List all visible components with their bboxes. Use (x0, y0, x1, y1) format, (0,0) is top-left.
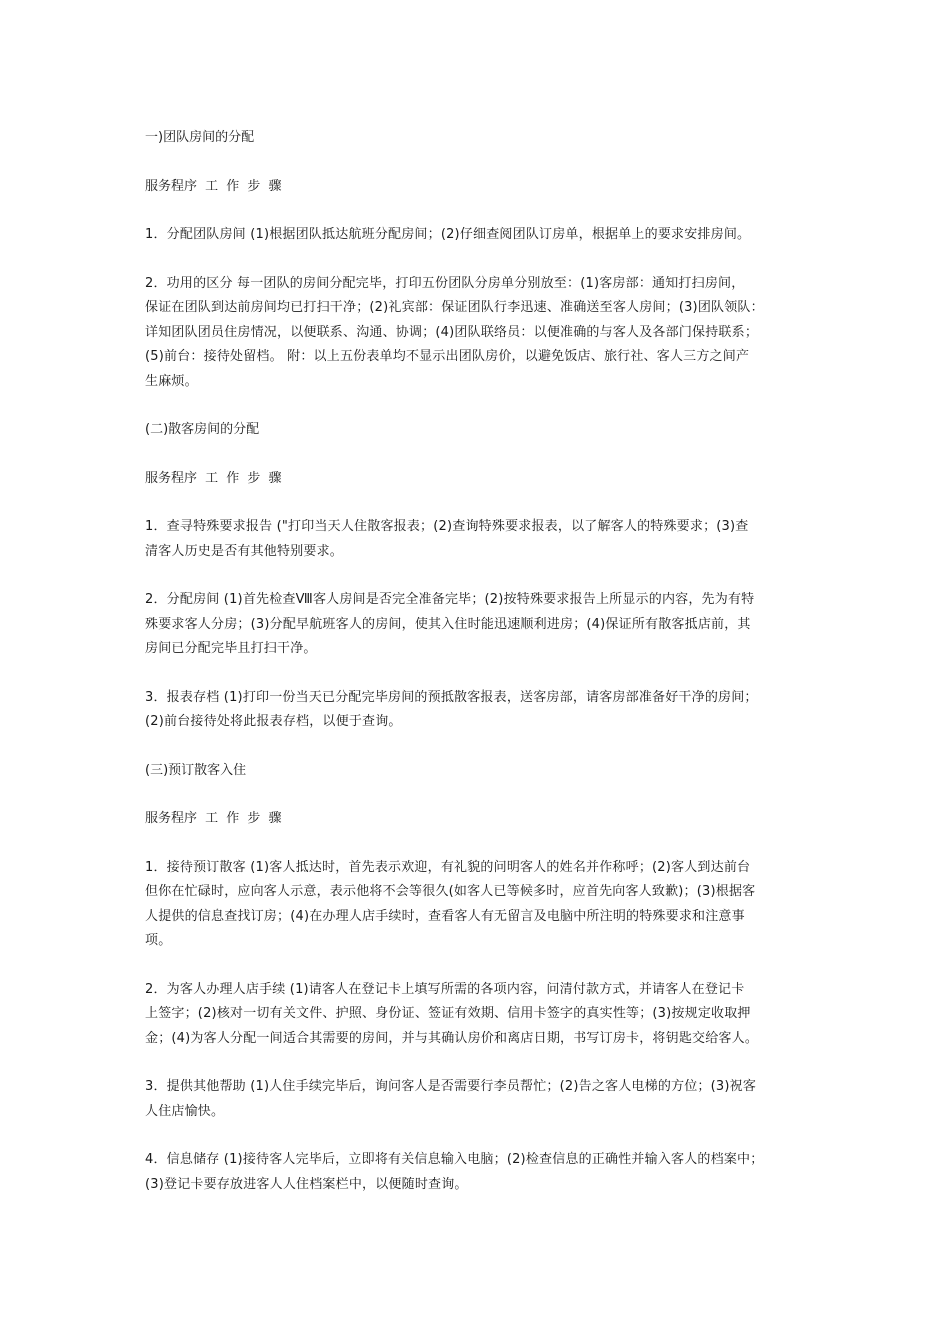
step-paragraph (145, 223, 809, 248)
paragraph-line: 1．接待预订散客 (1)客人抵达时，首先表示欢迎，有礼貌的问明客人的姓名并作称呼；(2)客人到达前台 (145, 859, 751, 875)
paragraph-line: 项。 (145, 933, 172, 948)
section-heading-team-rooms: 一)团队房间的分配 (145, 130, 255, 145)
steps-label: 服务程序 工 作 步 骤 (145, 178, 282, 194)
paragraph-line: 上签字；(2)核对一切有关文件、护照、身份证、签证有效期、信用卡签字的真实性等；(3)按规定收取押 (145, 1006, 751, 1021)
paragraph-line: 但你在忙碌时，应向客人示意，表示他将不会等很久(如客人已等候多时，应首先向客人致歉)；(3)根据客 (145, 884, 756, 899)
paragraph-line: 保证在团队到达前房间均已打扫干净；(2)礼宾部：保证团队行李迅速、准确送至客人房间；(3)团队领队： (145, 300, 764, 315)
step-paragraph (145, 686, 809, 735)
paragraph-line: 2．为客人办理人店手续 (1)请客人在登记卡上填写所需的各项内容，问清付款方式，并请客人在登记卡 (145, 981, 745, 997)
paragraph-line: (5)前台：接待处留档。 附：以上五份表单均不显示出团队房价，以避免饭店、旅行社、客人三方之间产 (145, 349, 750, 364)
paragraph-line: 人住店愉快。 (145, 1103, 225, 1119)
section-heading-individual-rooms: (二)散客房间的分配 (145, 422, 260, 437)
step-paragraph (145, 588, 809, 662)
step-paragraph (145, 272, 809, 395)
paragraph-line: 1．查寻特殊要求报告 ("打印当天人住散客报表；(2)查询特殊要求报表，以了解客人的特殊要求；(3)查 (145, 519, 749, 534)
document-page (145, 126, 809, 1221)
paragraph-line: 4．信息储存 (1)接待客人完毕后，立即将有关信息输入电脑；(2)检查信息的正确性并输入客人的档案中； (145, 1152, 764, 1167)
paragraph-line: 3．报表存档 (1)打印一份当天已分配完毕房间的预抵散客报表，送客房部，请客房部准备好干净的房间； (145, 689, 758, 705)
paragraph-line: 清客人历史是否有其他特别要求。 (145, 543, 344, 559)
step-paragraph (145, 1075, 809, 1124)
step-paragraph (145, 978, 809, 1052)
paragraph-line: 3．提供其他帮助 (1)人住手续完毕后，询问客人是否需要行李员帮忙；(2)告之客人电梯的方位；(3)祝客 (145, 1079, 757, 1094)
paragraph-line: 生麻烦。 (145, 373, 198, 389)
steps-label: 服务程序 工 作 步 骤 (145, 470, 282, 486)
paragraph-line: (3)登记卡要存放进客人人住档案栏中，以便随时查询。 (145, 1176, 468, 1192)
paragraph-line: 1．分配团队房间 (1)根据团队抵达航班分配房间；(2)仔细查阅团队订房单，根据单上的要求安排房间。 (145, 227, 751, 242)
paragraph-line: 房间已分配完毕且打扫干净。 (145, 641, 317, 656)
step-paragraph (145, 856, 809, 954)
section-heading-reserved-checkin: (三)预订散客入住 (145, 762, 247, 778)
paragraph-line: 2．功用的区分 每一团队的房间分配完毕，打印五份团队分房单分别放至：(1)客房部：通知打扫房间， (145, 275, 745, 291)
paragraph-line: 2．分配房间 (1)首先检查Ⅷ客人房间是否完全准备完毕；(2)按特殊要求报告上所显示的内容，先为有特 (145, 592, 755, 607)
paragraph-line: (2)前台接待处将此报表存档，以便于查询。 (145, 714, 402, 729)
paragraph-line: 详知团队团员住房情况，以便联系、沟通、协调；(4)团队联络员：以便准确的与客人及各部门保持联系； (145, 324, 759, 340)
step-paragraph (145, 1148, 809, 1197)
paragraph-line: 殊要求客人分房；(3)分配早航班客人的房间，使其入住时能迅速顺利进房；(4)保证所有散客抵店前，其 (145, 616, 751, 632)
paragraph-line: 金；(4)为客人分配一间适合其需要的房间，并与其确认房价和离店日期，书写订房卡，将钥匙交给客人。 (145, 1030, 759, 1046)
step-paragraph (145, 515, 809, 564)
paragraph-line: 人提供的信息查找订房；(4)在办理人店手续时，查看客人有无留言及电脑中所注明的特殊要求和注意事 (145, 908, 745, 924)
steps-label: 服务程序 工 作 步 骤 (145, 811, 282, 826)
